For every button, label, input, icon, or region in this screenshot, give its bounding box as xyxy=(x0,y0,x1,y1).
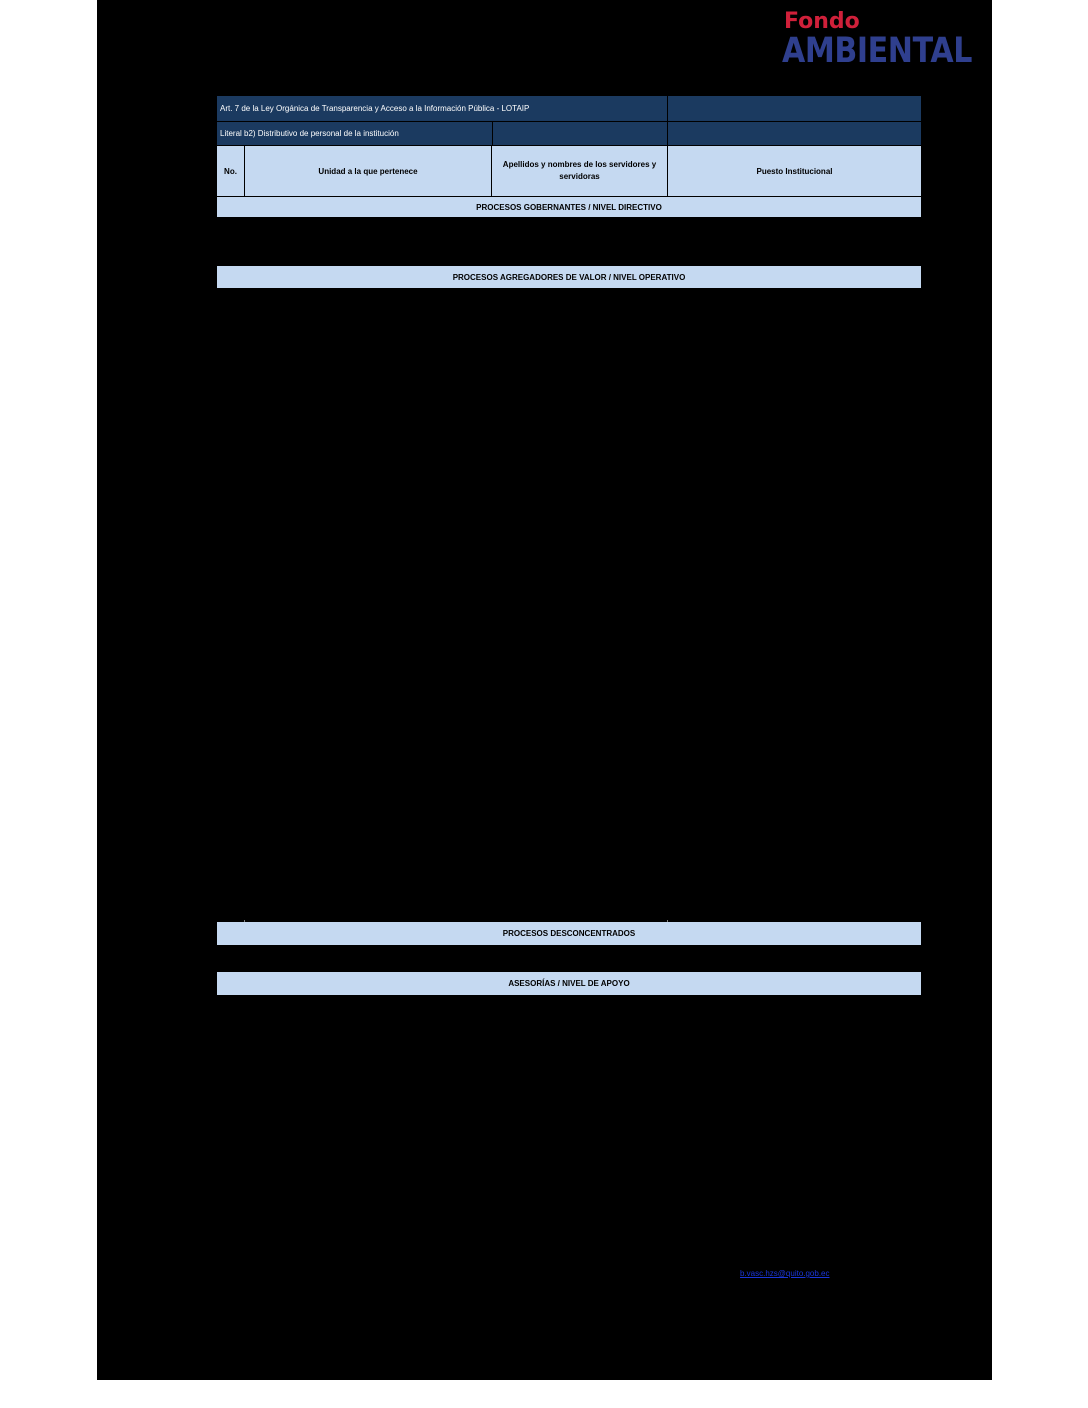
column-header-puesto-text: Puesto Institucional xyxy=(756,166,833,176)
column-header-no xyxy=(217,146,244,196)
table-title xyxy=(217,96,667,121)
literal-blank-cell-1 xyxy=(493,122,667,145)
table-title-text: Art. 7 de la Ley Orgánica de Transparencia y Acceso a la Información Pública - LOTAIP xyxy=(220,104,530,113)
literal-blank-cell-2 xyxy=(668,122,921,145)
column-header-apellidos-text: Apellidos y nombres de los servidores y servidoras xyxy=(502,160,657,181)
column-header-unidad-text: Unidad a la que pertenece xyxy=(318,166,418,176)
section-gobernantes xyxy=(217,197,921,217)
section-desconcentrados xyxy=(217,922,921,945)
column-header-unidad xyxy=(245,146,491,196)
column-header-puesto xyxy=(668,146,921,196)
section-asesorias-text: ASESORÍAS / NIVEL DE APOYO xyxy=(508,979,630,988)
logo-line-2: AMBIENTAL xyxy=(782,31,972,71)
title-blank-cell xyxy=(668,96,921,121)
literal-label-text: Literal b2) Distributivo de personal de la institución xyxy=(220,129,399,138)
contact-email-link[interactable]: b.vasc.hzs@quito.gob.ec xyxy=(740,1269,830,1278)
column-header-apellidos xyxy=(492,146,667,196)
fondo-ambiental-logo xyxy=(782,6,987,71)
literal-label xyxy=(217,122,492,145)
logo-line-1: Fondo xyxy=(784,9,860,34)
section-asesorias xyxy=(217,972,921,995)
section-desconcentrados-text: PROCESOS DESCONCENTRADOS xyxy=(502,929,636,938)
section-gobernantes-text: PROCESOS GOBERNANTES / NIVEL DIRECTIVO xyxy=(476,202,662,212)
section-agregadores-text: PROCESOS AGREGADORES DE VALOR / NIVEL OPERATIVO xyxy=(452,272,686,282)
section-agregadores xyxy=(217,266,921,288)
column-header-no-text: No. xyxy=(224,166,237,176)
